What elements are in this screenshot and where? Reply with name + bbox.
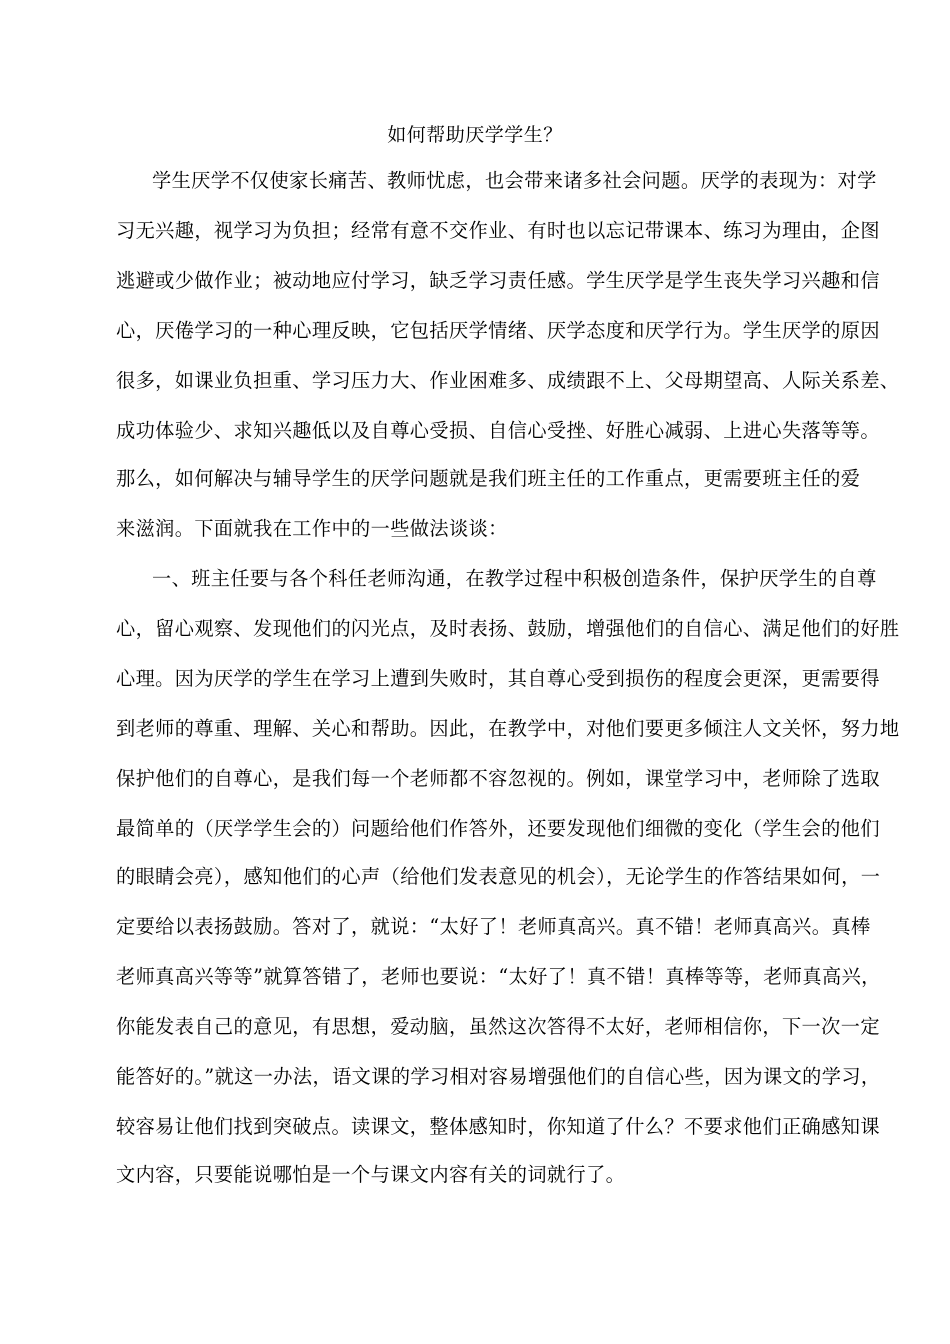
paragraph-line: 最简单的（厌学学生会的）问题给他们作答外，还要发现他们细微的变化（学生会的他们 [116, 817, 880, 840]
paragraph-line: 一、班主任要与各个科任老师沟通，在教学过程中积极创造条件，保护厌学生的自尊 [152, 567, 877, 590]
paragraph-line: 较容易让他们找到突破点。读课文，整体感知时，你知道了什么？不要求他们正确感知课 [116, 1115, 880, 1138]
paragraph-line: 逃避或少做作业；被动地应付学习，缺乏学习责任感。学生厌学是学生丧失学习兴趣和信 [116, 269, 880, 292]
paragraph-line: 学生厌学不仅使家长痛苦、教师忧虑，也会带来诸多社会问题。厌学的表现为：对学 [152, 169, 877, 192]
paragraph-line: 定要给以表扬鼓励。答对了，就说：“太好了！老师真高兴。真不错！老师真高兴。真棒 [116, 915, 871, 938]
paragraph-line: 能答好的。”就这一办法，语文课的学习相对容易增强他们的自信心些，因为课文的学习， [116, 1065, 881, 1088]
paragraph-line: 心，厌倦学习的一种心理反映，它包括厌学情绪、厌学态度和厌学行为。学生厌学的原因 [116, 319, 880, 342]
paragraph-line: 到老师的尊重、理解、关心和帮助。因此，在教学中，对他们要更多倾注人文关怀，努力地 [116, 717, 900, 740]
paragraph-line: 的眼睛会亮），感知他们的心声（给他们发表意见的机会），无论学生的作答结果如何，一 [116, 865, 881, 888]
paragraph-line: 习无兴趣，视学习为负担；经常有意不交作业、有时也以忘记带课本、练习为理由，企图 [116, 219, 880, 242]
paragraph-line: 心理。因为厌学的学生在学习上遭到失败时，其自尊心受到损伤的程度会更深，更需要得 [116, 667, 880, 690]
paragraph-line: 很多，如课业负担重、学习压力大、作业困难多、成绩跟不上、父母期望高、人际关系差、 [116, 369, 900, 392]
paragraph-line: 心，留心观察、发现他们的闪光点，及时表扬、鼓励，增强他们的自信心、满足他们的好胜 [116, 617, 900, 640]
paragraph-line: 来滋润。下面就我在工作中的一些做法谈谈： [116, 517, 508, 540]
paragraph-line: 文内容，只要能说哪怕是一个与课文内容有关的词就行了。 [116, 1163, 626, 1186]
paragraph-line: 那么，如何解决与辅导学生的厌学问题就是我们班主任的工作重点，更需要班主任的爱 [116, 467, 861, 490]
document-title: 如何帮助厌学学生？ [387, 124, 563, 146]
paragraph-line: 老师真高兴等等”就算答错了，老师也要说：“太好了！真不错！真棒等等，老师真高兴， [116, 965, 881, 988]
paragraph-line: 成功体验少、求知兴趣低以及自尊心受损、自信心受挫、好胜心减弱、上进心失落等等。 [116, 419, 880, 442]
paragraph-line: 你能发表自己的意见，有思想，爱动脑，虽然这次答得不太好，老师相信你，下一次一定 [116, 1015, 880, 1038]
paragraph-line: 保护他们的自尊心，是我们每一个老师都不容忽视的。例如，课堂学习中，老师除了选取 [116, 767, 880, 790]
